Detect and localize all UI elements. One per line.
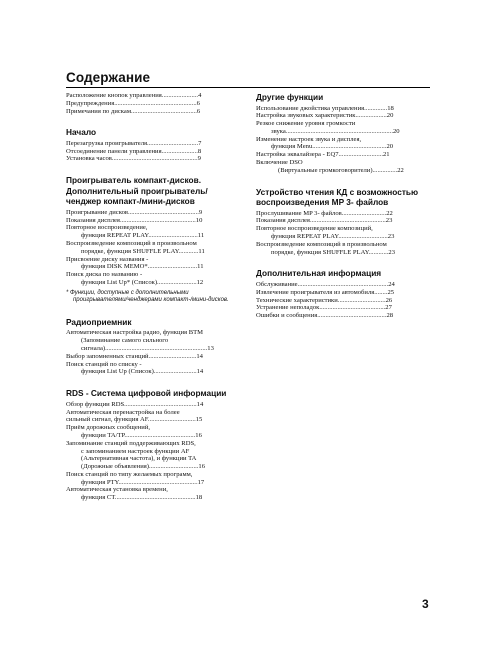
toc-entry: Обслуживание.......................................................24 bbox=[256, 280, 395, 288]
right-column bbox=[256, 92, 430, 320]
toc-entry: Извлечение проигрывателя из автомобиля........25 bbox=[256, 288, 395, 296]
toc-entry: звука.................................................................20 bbox=[271, 127, 400, 135]
toc-entry: Отсоединение панели управления......................8 bbox=[66, 147, 202, 155]
section-title bbox=[66, 175, 236, 207]
toc-entry: Запоминание станций поддерживающих RDS, bbox=[66, 439, 196, 447]
toc-entry: Автоматическая настройка радио, функция BTM bbox=[66, 329, 204, 337]
toc-entry: Устранение неполадок........................................27 bbox=[256, 304, 392, 312]
toc-entry: сильный сигнал, функция AF.............................15 bbox=[66, 416, 203, 424]
section-title: Другие функции bbox=[256, 92, 324, 102]
toc-entry: (Дорожные объявления)..............................16 bbox=[81, 463, 206, 471]
toc-entry: Настройка звуковых характеристик...................20 bbox=[256, 112, 394, 120]
toc-entry: Повторное воспроизведение композиций, bbox=[256, 225, 373, 233]
section-title bbox=[256, 187, 430, 208]
title-rule bbox=[66, 87, 430, 88]
section-title-line: воспроизведения MP 3- файлов bbox=[256, 197, 389, 208]
toc-entry: (Запоминание самого сильного bbox=[81, 337, 169, 345]
toc-entry: Показания дисплея..............................................23 bbox=[256, 217, 393, 225]
section-title: Начало bbox=[66, 127, 97, 138]
toc-section-start bbox=[66, 127, 236, 163]
toc-entry: Прослушивание MP 3- файлов...........................22 bbox=[256, 209, 393, 217]
left-column bbox=[66, 92, 236, 502]
toc-entry: функция List Up (Список)..........................14 bbox=[81, 368, 204, 376]
toc-entry: функции TA/TP...........................................16 bbox=[81, 431, 202, 439]
toc-entry: функция CT.................................................18 bbox=[81, 494, 203, 502]
toc-entry: Показания дисплея..............................................10 bbox=[66, 216, 203, 224]
toc-entry: функция DISK MEMO*..............................11 bbox=[81, 263, 204, 271]
toc-entry: Поиск станций по списку - bbox=[66, 360, 142, 368]
page-title: Содержание bbox=[66, 70, 151, 85]
toc-section-extra bbox=[256, 268, 430, 319]
toc-entry: Технические характеристики.............................26 bbox=[256, 296, 393, 304]
toc-entry: Примечания по дискам........................................6 bbox=[66, 107, 201, 115]
toc-entry: Предупреждения..................................................6 bbox=[66, 99, 200, 107]
toc-entry: функция REPEAT PLAY..............................11 bbox=[81, 232, 205, 240]
toc-entry: Использование джойстика управления..............18 bbox=[256, 104, 394, 112]
toc-entry: (Альтернативная частота), и функции TA bbox=[81, 455, 197, 463]
toc-entry: функция REPEAT PLAY..............................23 bbox=[271, 233, 395, 241]
toc-entry: Повторное воспроизведение, bbox=[66, 224, 148, 232]
toc-section-mp3 bbox=[256, 187, 430, 257]
section-title-line: Дополнительный проигрыватель/ bbox=[66, 185, 208, 196]
toc-section-other bbox=[256, 92, 430, 175]
toc-entry: Воспроизведение композиций в произвольном bbox=[66, 239, 197, 247]
toc-section-rds bbox=[66, 388, 236, 502]
toc-entry: Перезагрузка проигрывателя...............................7 bbox=[66, 139, 202, 147]
toc-entry: Изменение настроек звука и дисплея, bbox=[256, 135, 362, 143]
toc-entry: Автоматическая установка времени, bbox=[66, 486, 168, 494]
toc-entry: Поиск станций по типу желаемых программ, bbox=[66, 470, 193, 478]
toc-entry: порядке, функция SHUFFLE PLAY............23 bbox=[271, 248, 396, 256]
toc-entry: Настройка эквалайзера - EQ7...........................21 bbox=[256, 151, 390, 159]
toc-entry: Расположение кнопок управления......................4 bbox=[66, 92, 202, 99]
toc-entry: сигнала)..............................................................13 bbox=[81, 345, 214, 353]
toc-entry: Проигрывание дисков...........................................9 bbox=[66, 208, 203, 216]
section-title-line: ченджер компакт-/мини-дисков bbox=[66, 196, 195, 207]
toc-section-intro bbox=[66, 92, 236, 115]
toc-entry: с запоминанием настроек функции AF bbox=[81, 447, 190, 455]
toc-entry: функция Menu.............................................20 bbox=[271, 143, 394, 151]
toc-entry: Поиск диска по названию - bbox=[66, 271, 143, 279]
toc-entry: Установка часов....................................................9 bbox=[66, 155, 201, 163]
toc-entry: Присвоение диску названия - bbox=[66, 255, 149, 263]
toc-entry: функция List Up* (Список)........................12 bbox=[81, 278, 204, 286]
section-title-line: Устройство чтения КД с возможностью bbox=[256, 186, 419, 197]
section-title: RDS - Система цифровой информации bbox=[66, 388, 227, 399]
section-title: Радиоприемник bbox=[66, 316, 132, 327]
toc-entry: функция PTY................................................17 bbox=[81, 478, 205, 486]
toc-entry: порядке, функция SHUFFLE PLAY............11 bbox=[81, 247, 205, 255]
toc-section-cd-player bbox=[66, 175, 236, 305]
toc-entry: Автоматическая перенастройка на более bbox=[66, 408, 180, 416]
toc-entry: Выбор запомненных станций.............................14 bbox=[66, 352, 203, 360]
toc-entry: Приём дорожных сообщений, bbox=[66, 424, 150, 432]
toc-entry: Обзор функции RDS............................................14 bbox=[66, 400, 204, 408]
toc-entry: Включение DSO bbox=[256, 159, 303, 167]
toc-entry: Воспроизведение композиций в произвольном bbox=[256, 240, 387, 248]
section-title: Дополнительная информация bbox=[256, 268, 382, 279]
toc-entry: Резкое снижение уровня громкости bbox=[256, 120, 356, 128]
footnote: * Функции, доступные с дополнительными проигрывателями/ченджерами компакт-/мини-дисков. bbox=[66, 289, 229, 304]
section-title-line: Проигрыватель компакт-дисков. bbox=[66, 175, 202, 186]
toc-section-radio bbox=[66, 317, 236, 376]
page-number: 3 bbox=[422, 597, 429, 611]
toc-entry: (Виртуальные громкоговорители)...............22 bbox=[278, 166, 404, 174]
toc-entry: Ошибки и сообщения..........................................28 bbox=[256, 312, 394, 320]
